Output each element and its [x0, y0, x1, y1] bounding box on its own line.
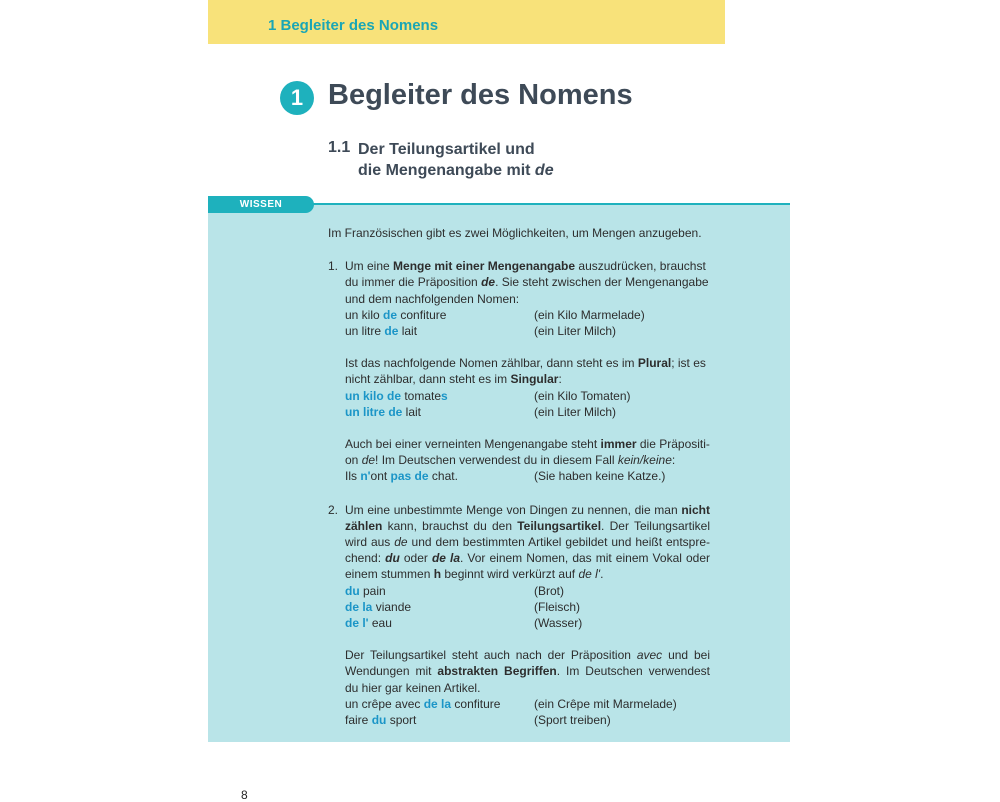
example-row: un crêpe avec de la confiture (ein Crêpe mit Marmelade)	[345, 696, 677, 711]
example-row: Ils n'ont pas de chat. (Sie haben keine Katze.)	[345, 469, 666, 484]
page-number: 8	[241, 788, 248, 802]
example-row: un kilo de tomates (ein Kilo Tomaten)	[345, 388, 631, 403]
list-item-2	[328, 502, 710, 729]
section-title	[358, 139, 554, 181]
section-title-line1: Der Teilungsartikel und	[358, 141, 535, 158]
wissen-divider	[300, 203, 790, 205]
example-row: un litre de lait (ein Liter Milch)	[345, 404, 617, 419]
section-number: 1.1	[328, 139, 351, 156]
item1-paragraph3: Auch bei einer verneinten Mengenangabe steht immer die Präpositi- on de! Im Deutschen verwendest du in diesem Fall kein/keine:	[345, 436, 710, 468]
item1-paragraph2: Ist das nachfolgende Nomen zählbar, dann steht es im Plural; ist es nicht zählbar, dann steht es im Singular:	[345, 356, 706, 387]
example-row: un kilo de confiture (ein Kilo Marmelade)	[345, 307, 645, 322]
wissen-tab: WISSEN	[208, 196, 314, 213]
example-row: de la viande (Fleisch)	[345, 599, 581, 614]
section-title-line2: die Mengenangabe mit de	[358, 162, 554, 179]
intro-text: Im Französischen gibt es zwei Möglichkeiten, um Mengen anzugeben.	[328, 226, 702, 240]
chapter-number-badge: 1	[280, 81, 314, 115]
example-row: de l' eau (Wasser)	[345, 615, 583, 630]
list-item-number: 2.	[328, 502, 339, 517]
header-title: 1 Begleiter des Nomens	[268, 17, 439, 34]
example-row: du pain (Brot)	[345, 583, 564, 598]
item1-paragraph1: Um eine Menge mit einer Mengenangabe auszudrücken, brauchst du immer die Präposition de. Sie steht zwischen der Mengenangabe und dem nachfolgenden Nomen:	[345, 259, 709, 306]
list-item-1	[328, 258, 710, 484]
item2-paragraph1: Um eine unbestimmte Menge von Dingen zu nennen, die man nicht zählen kann, brauchst du den Teilungsartikel. Der Teilungsartikel wird aus de und dem bestimmten Artikel gebildet und heißt entspre-chend: du oder de la. Vor einem Nomen, das mit einem Vokal oder einem stummen h beginnt wird verkürzt auf de l'.	[345, 502, 710, 582]
example-row: un litre de lait (ein Liter Milch)	[345, 324, 617, 338]
item2-paragraph2: Der Teilungsartikel steht auch nach der Präposition avec und bei Wendungen mit abstrakten Begriffen. Im Deutschen verwendest du hier gar keinen Artikel.	[345, 648, 711, 695]
chapter-title: Begleiter des Nomens	[328, 79, 633, 111]
example-row: faire du sport (Sport treiben)	[345, 712, 611, 727]
wissen-content	[328, 225, 710, 728]
list-item-number: 1.	[328, 259, 339, 274]
